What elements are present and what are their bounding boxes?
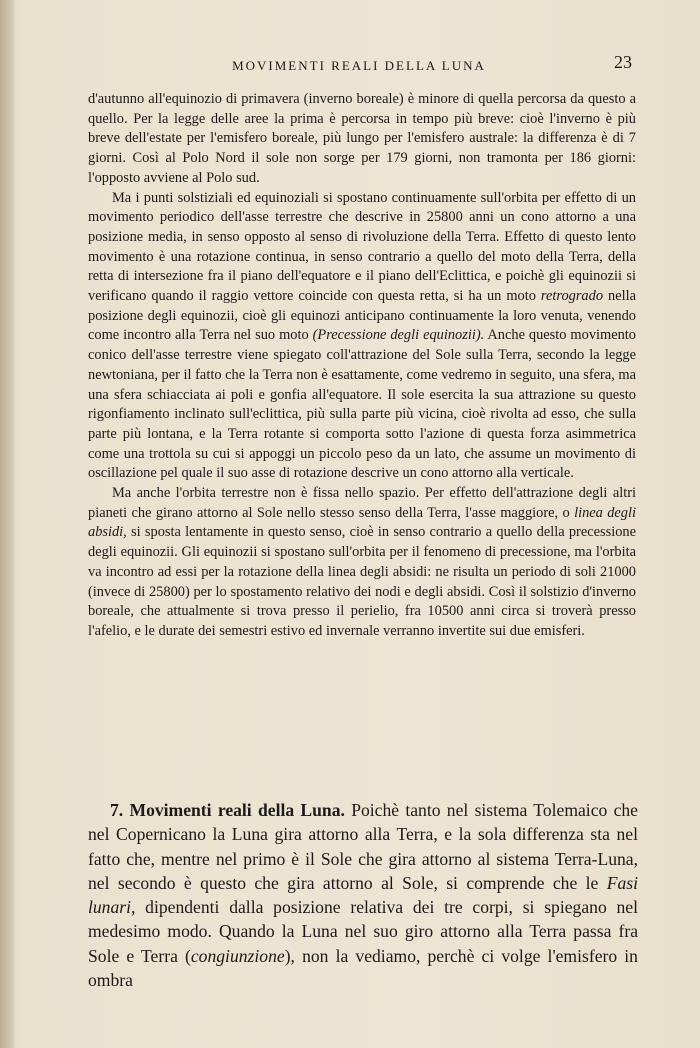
- paragraph-1: [88, 90, 636, 189]
- text-run: , dipendenti dalla posizione relativa dei tre corpi, si spiegano nel medesimo modo. Quando la Luna nel suo giro attorno alla Terra passa fra Sole e Terra (: [88, 897, 638, 966]
- text-run: Ma i punti solstiziali ed equinoziali si spostano continuamente sull'orbita per effetto di un movimento periodico dell'asse terrestre che descrive in 25800 anni un cono attorno a una posizione media, in senso opposto al senso di rivoluzione della Terra. Effetto di questo lento movimento è una rotazione continua, in senso contrario a quello del moto della Terra, della retta di intersezione fra il piano dell'equatore e il piano dell'Eclittica, e poichè gli equinozii si verificano quando il raggio vettore coincide con questa retta, si ha un moto: [88, 189, 636, 305]
- italic-term: retrogrado: [540, 288, 604, 305]
- paragraph-2: [88, 189, 636, 485]
- text-run: Anche questo movimento conico dell'asse terrestre viene spiegato coll'attrazione del Sole sulla Terra, secondo la legge newtoniana, per il fatto che la Terra non è esattamente, come vedremo in seguito, una sfera, ma una sfera schiacciata ai poli e gonfia all'equatore. Il sole esercita la sua attrazione su questo rigonfiamento inclinato sull'eclittica, più sulla parte più vicina, cioè rivolta ad esso, che sulla parte più lontana, e la Terra rotante si comporta sotto l'azione di questa forza asimmetrica come una trottola su cui si appoggi un piccolo peso da un lato, che assume un movimento di oscillazione pel quale il suo asse di rotazione descrive un cono attorno alla verticale.: [88, 327, 636, 482]
- text-run: Ma anche l'orbita terrestre non è fissa nello spazio. Per effetto dell'attrazione degli altri pianeti che girano attorno al Sole nello stesso senso della Terra, l'asse maggiore, o: [88, 485, 636, 521]
- page-header: [86, 52, 632, 78]
- body-text: [88, 90, 636, 642]
- running-title: MOVIMENTI REALI DELLA LUNA: [232, 58, 486, 73]
- italic-term: linea degli absidi,: [88, 504, 636, 541]
- italic-term: Fasi lunari: [88, 872, 638, 918]
- text-run: nella posizione degli equinozii, cioè gli equinozi anticipano continuamente la loro venuta, venendo come incontro alla Terra nel suo moto: [88, 288, 636, 344]
- text-run: ), non la vediamo, perchè ci volge l'emisfero in ombra: [88, 945, 638, 991]
- italic-term: (Precessione degli equinozii).: [312, 327, 485, 344]
- section-paragraph: [88, 798, 638, 992]
- page-number: 23: [614, 52, 632, 72]
- italic-term: congiunzione: [190, 945, 285, 966]
- section-heading: 7. Movimenti reali della Luna.: [110, 800, 345, 820]
- text-run: si sposta lentamente in questo senso, cioè in senso contrario a quello della precessione degli equinozii. Gli equinozii si spostano sull'orbita per il fenomeno di precessione, ma l'orbita va incontro ad essi per la rotazione della linea degli absidi: ne risulta un periodo di soli 21000 (invece di 25800) per lo spostamento relativo dei nodi e degli absidi. Così il solstizio d'inverno boreale, che attualmente si trova presso il perielio, fra 10500 anni circa si troverà presso l'afelio, e le durate dei semestri estivo ed invernale verranno invertite sui due emisferi.: [88, 524, 636, 639]
- text-run: Poichè tanto nel sistema Tolemaico che nel Copernicano la Luna gira attorno alla Terra, e la sola differenza sta nel fatto che, mentre nel primo è il Sole che gira attorno al sistema Terra-Luna, nel secondo è questo che gira attorno al Sole, si comprende che le: [88, 800, 638, 893]
- page-spine-shadow: [0, 0, 14, 1048]
- paragraph-3: [88, 484, 636, 642]
- text-run: d'autunno all'equinozio di primavera (inverno boreale) è minore di quella percorsa da questo a quello. Per la legge delle aree la prima è percorsa in tempo più breve: cioè l'inverno è più breve dell'estate per l'emisfero boreale, più lungo per l'emisfero australe: la differenza è di 7 giorni. Così al Polo Nord il sole non sorge per 179 giorni, non tramonta per 186 giorni: l'opposto avviene al Polo sud.: [88, 91, 636, 186]
- section-7: [88, 798, 638, 992]
